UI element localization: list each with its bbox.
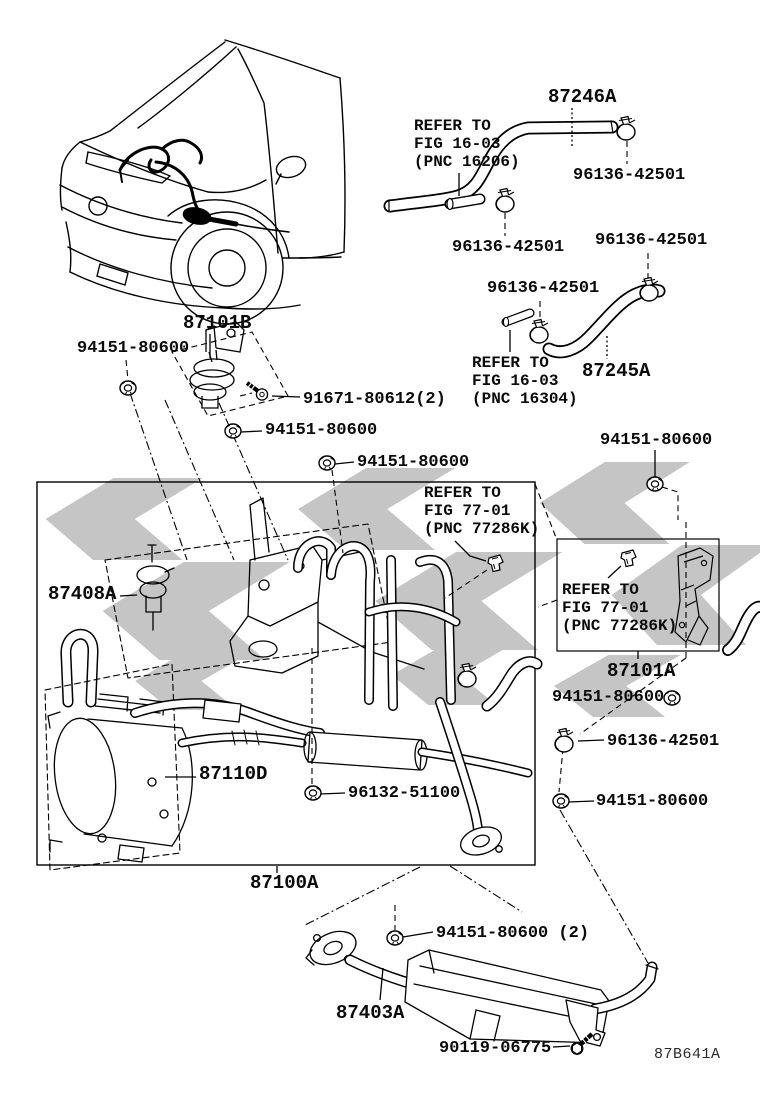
refer-note-fig16-03-pnc16206 (414, 117, 520, 171)
refer-line: FIG 16-03 (472, 372, 559, 390)
hose-clamp-icon (555, 729, 573, 753)
nut-icon (647, 477, 663, 491)
nut-icon (120, 381, 136, 395)
refer-line: (PNC 16304) (472, 390, 578, 408)
harness-highlight (120, 140, 289, 232)
label-87110d: 87110D (199, 763, 268, 785)
pipe-assembly-87403a (305, 925, 658, 1046)
label-nut-94151-5: 94151-80600 (552, 688, 665, 707)
hose-clamp-icon (640, 278, 658, 302)
car-illustration (60, 40, 345, 324)
refer-line: REFER TO (472, 354, 549, 372)
refer-line: FIG 77-01 (562, 599, 649, 617)
label-87101b: 87101B (183, 312, 252, 334)
label-bolt-90119: 90119-06775 (439, 1039, 552, 1058)
refer-line: (PNC 77286K) (562, 617, 678, 635)
pump-87110d (48, 694, 192, 862)
pipe-stub-16206 (447, 199, 480, 210)
label-87100a: 87100A (250, 872, 319, 894)
refer-line: REFER TO (424, 484, 501, 502)
label-clamp-96136-1: 96136-42501 (573, 166, 686, 185)
nut-icon (225, 424, 241, 438)
nut-icon (387, 931, 403, 945)
label-clamp-96136-3: 96136-42501 (595, 231, 708, 250)
refer-line: (PNC 16206) (414, 153, 520, 171)
label-nut-94151-4: 94151-80600 (600, 431, 713, 450)
label-nut-94151-1: 94151-80600 (77, 339, 190, 358)
label-clamp-96136-2: 96136-42501 (452, 238, 565, 257)
label-87408a: 87408A (48, 583, 117, 605)
hose-clamp-icon (617, 117, 635, 141)
label-nut-94151-3: 94151-80600 (357, 453, 470, 472)
label-clamp-96136-5: 96136-42501 (607, 732, 720, 751)
label-screw-96132: 96132-51100 (348, 784, 461, 803)
valve-87101b (172, 322, 288, 416)
refer-line: FIG 16-03 (414, 135, 501, 153)
nut-icon (319, 456, 335, 470)
pipe-stub-16304 (503, 313, 530, 327)
refer-note-fig77-01-a (424, 484, 539, 538)
refer-line: REFER TO (562, 581, 639, 599)
nut-icon (664, 691, 680, 705)
hose-clamp-icon (530, 320, 548, 344)
label-87245a: 87245A (582, 360, 651, 382)
refer-line: REFER TO (414, 117, 491, 135)
label-screw-91671: 91671-80612(2) (303, 390, 446, 409)
label-nut-94151-2: 94151-80600 (265, 421, 378, 440)
nut-icon (305, 786, 321, 800)
nut-icon (553, 794, 569, 808)
label-87101a: 87101A (607, 660, 676, 682)
refer-line: FIG 77-01 (424, 502, 511, 520)
refer-line: (PNC 77286K) (424, 520, 540, 538)
screw-icon (247, 383, 268, 400)
figure-code: 87B641A (654, 1046, 721, 1063)
clip-icon (621, 550, 636, 567)
hose-clamp-icon (496, 189, 514, 213)
label-clamp-96136-4: 96136-42501 (487, 279, 600, 298)
refer-note-fig16-03-pnc16304 (472, 354, 578, 408)
label-87403a: 87403A (336, 1002, 405, 1024)
label-87246a: 87246A (548, 86, 617, 108)
refer-note-fig77-01-b (562, 581, 677, 635)
label-nut-94151-6: 94151-80600 (596, 792, 709, 811)
label-nut-94151-x2: 94151-80600 (2) (436, 924, 590, 943)
